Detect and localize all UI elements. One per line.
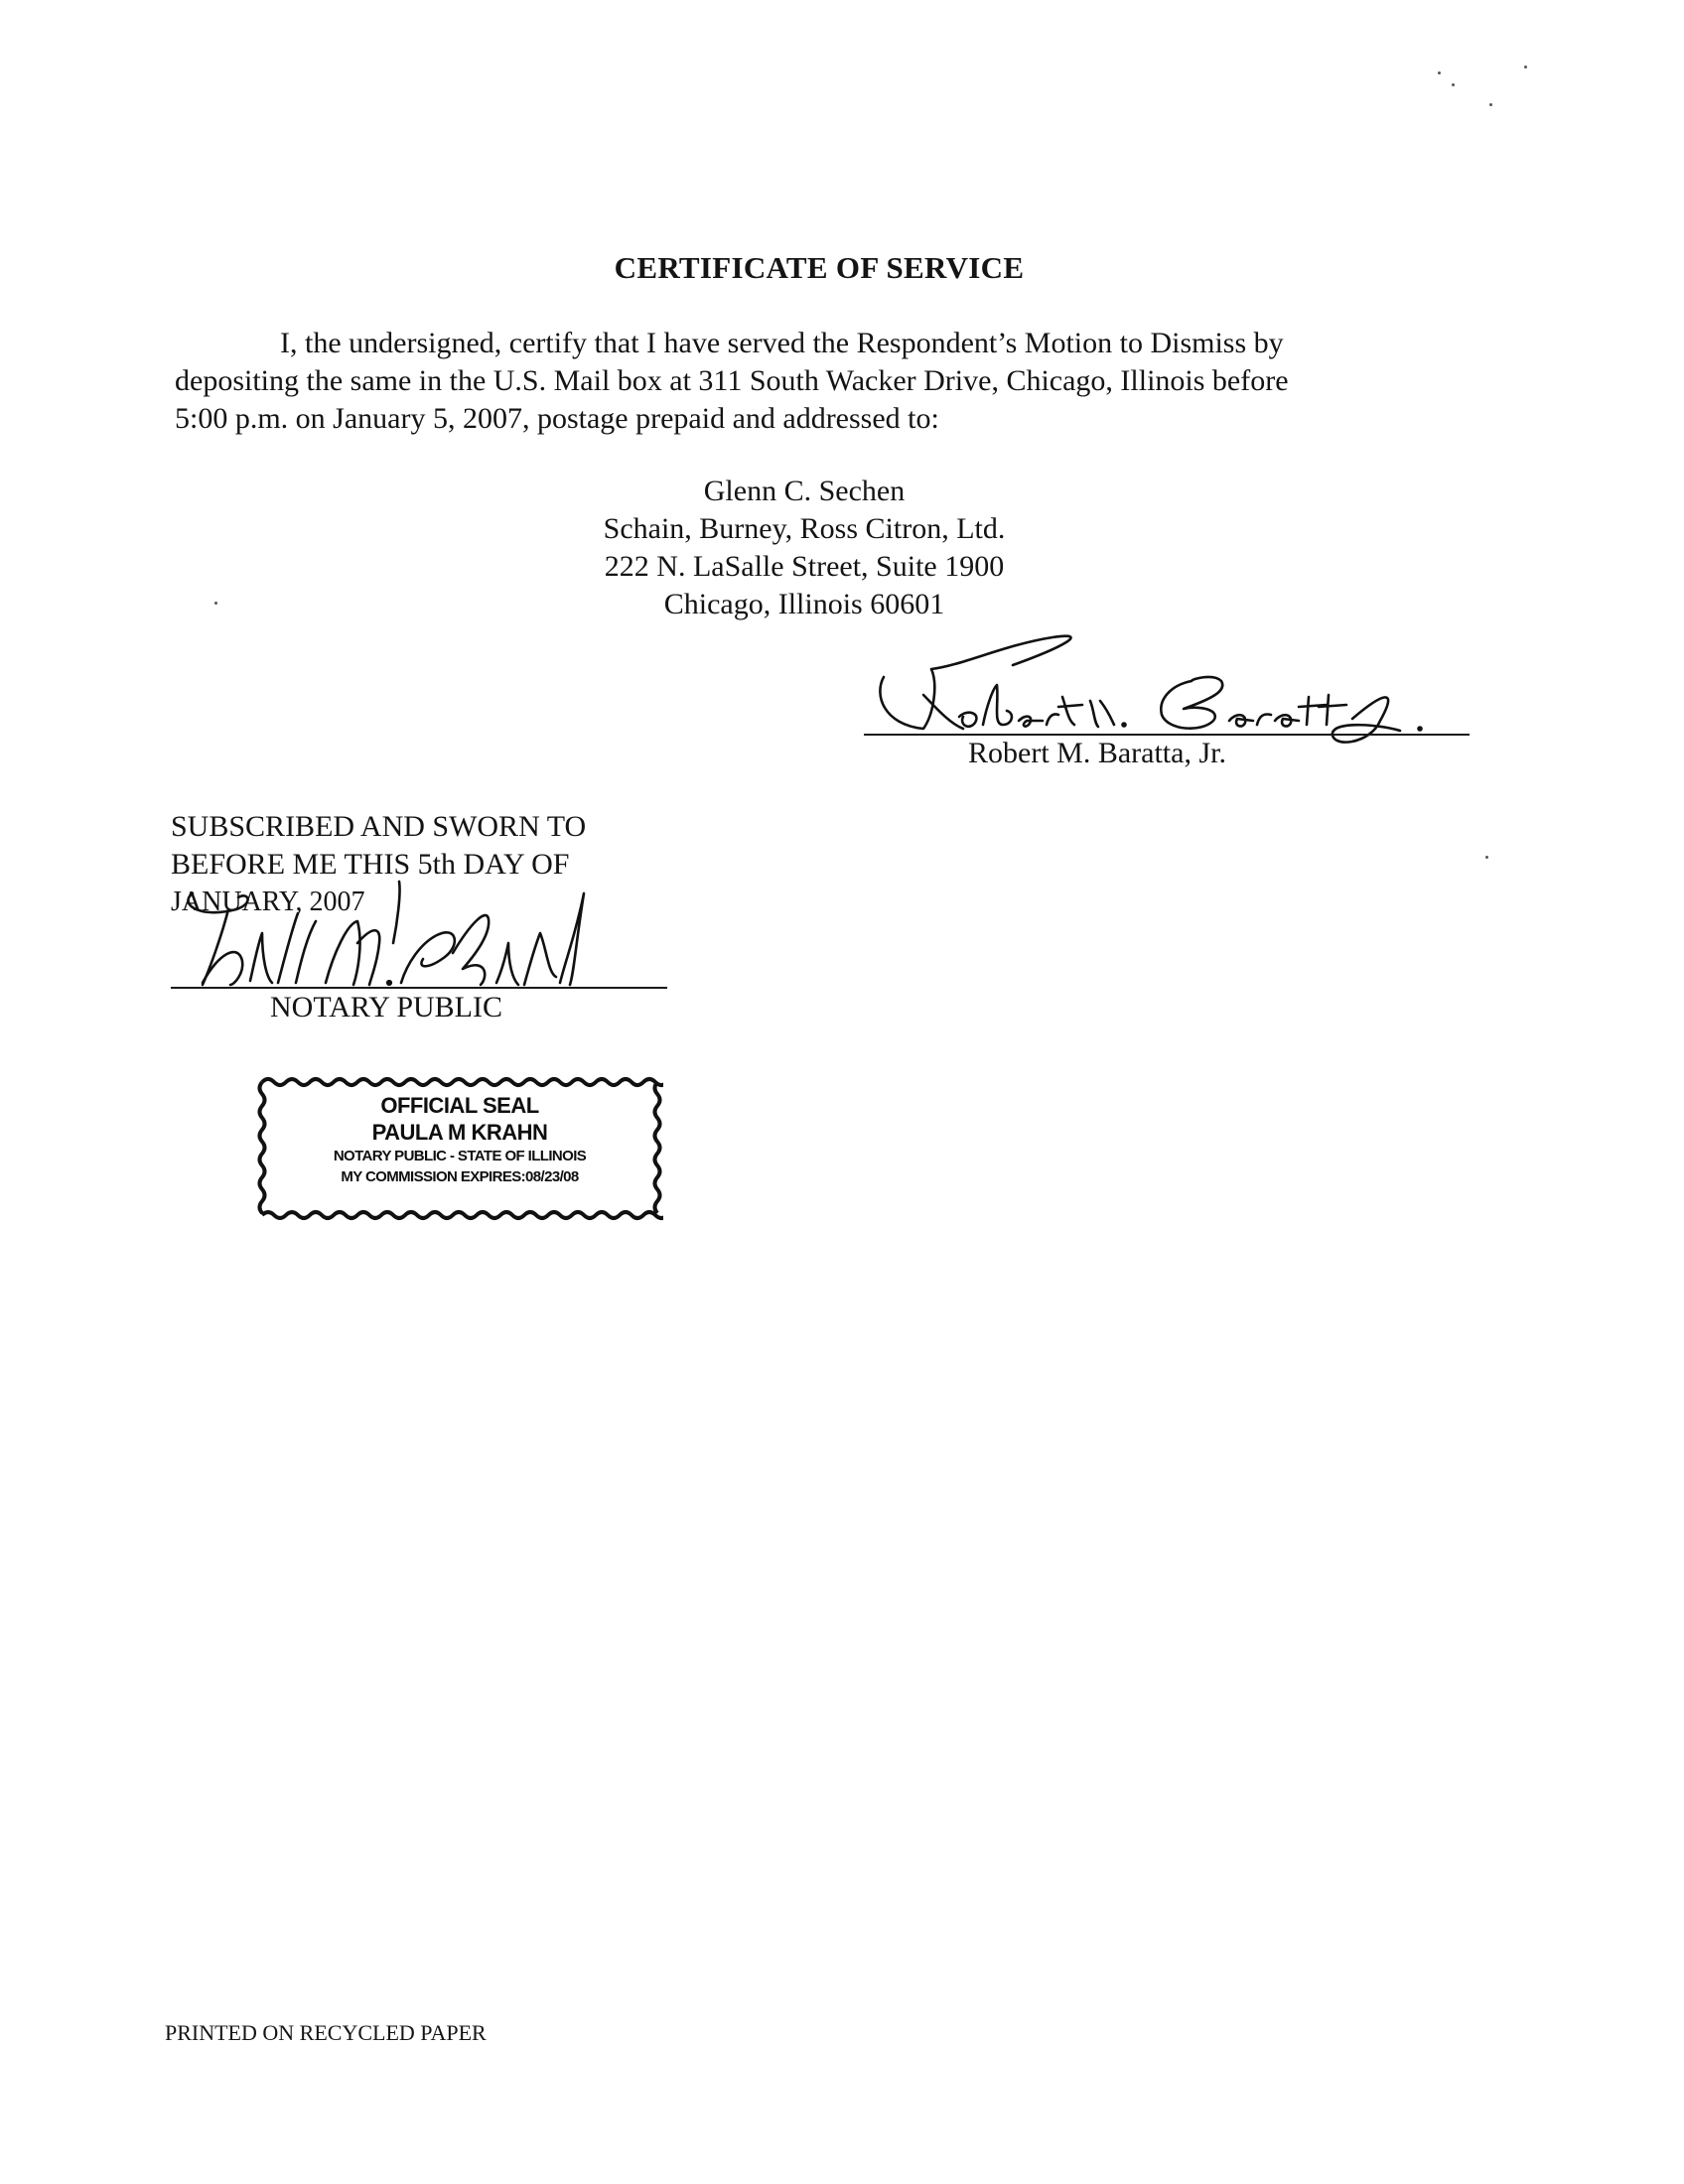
addressee-firm: Schain, Burney, Ross Citron, Ltd. <box>603 512 1006 545</box>
scan-speck <box>1485 856 1488 859</box>
official-seal-text <box>256 1092 663 1187</box>
addressee-city: Chicago, Illinois 60601 <box>663 588 945 620</box>
addressee-street: 222 N. LaSalle Street, Suite 1900 <box>604 550 1005 583</box>
document-title: CERTIFICATE OF SERVICE <box>614 250 1025 285</box>
seal-state: NOTARY PUBLIC - STATE OF ILLINOIS <box>333 1148 587 1164</box>
jurat-line: JANUARY, 2007 <box>171 887 365 917</box>
signer-signature-line <box>864 734 1470 736</box>
body-text-line: depositing the same in the U.S. Mail box at 311 South Wacker Drive, Chicago, Illinois before <box>175 364 1289 397</box>
signer-name: Robert M. Baratta, Jr. <box>968 737 1226 769</box>
jurat-line: BEFORE ME THIS 5th DAY OF <box>171 848 570 881</box>
scan-speck <box>214 602 217 605</box>
footer-note: PRINTED ON RECYCLED PAPER <box>165 2020 487 2045</box>
notary-label: NOTARY PUBLIC <box>270 991 503 1024</box>
jurat-line: SUBSCRIBED AND SWORN TO <box>171 810 587 843</box>
addressee-name: Glenn C. Sechen <box>703 475 906 507</box>
seal-notary-name: PAULA M KRAHN <box>371 1120 548 1145</box>
scan-speck <box>1489 103 1492 106</box>
seal-title: OFFICIAL SEAL <box>380 1093 539 1118</box>
notary-signature-line <box>171 987 667 989</box>
body-text-line: 5:00 p.m. on January 5, 2007, postage prepaid and addressed to: <box>175 402 939 435</box>
scan-speck <box>1438 71 1441 74</box>
scan-speck <box>1524 66 1527 68</box>
body-text-line: I, the undersigned, certify that I have served the Respondent’s Motion to Dismiss by <box>280 327 1284 359</box>
addressee-block <box>576 473 1033 623</box>
seal-commission-expiry: MY COMMISSION EXPIRES:08/23/08 <box>341 1168 579 1185</box>
scan-speck <box>1452 83 1455 86</box>
